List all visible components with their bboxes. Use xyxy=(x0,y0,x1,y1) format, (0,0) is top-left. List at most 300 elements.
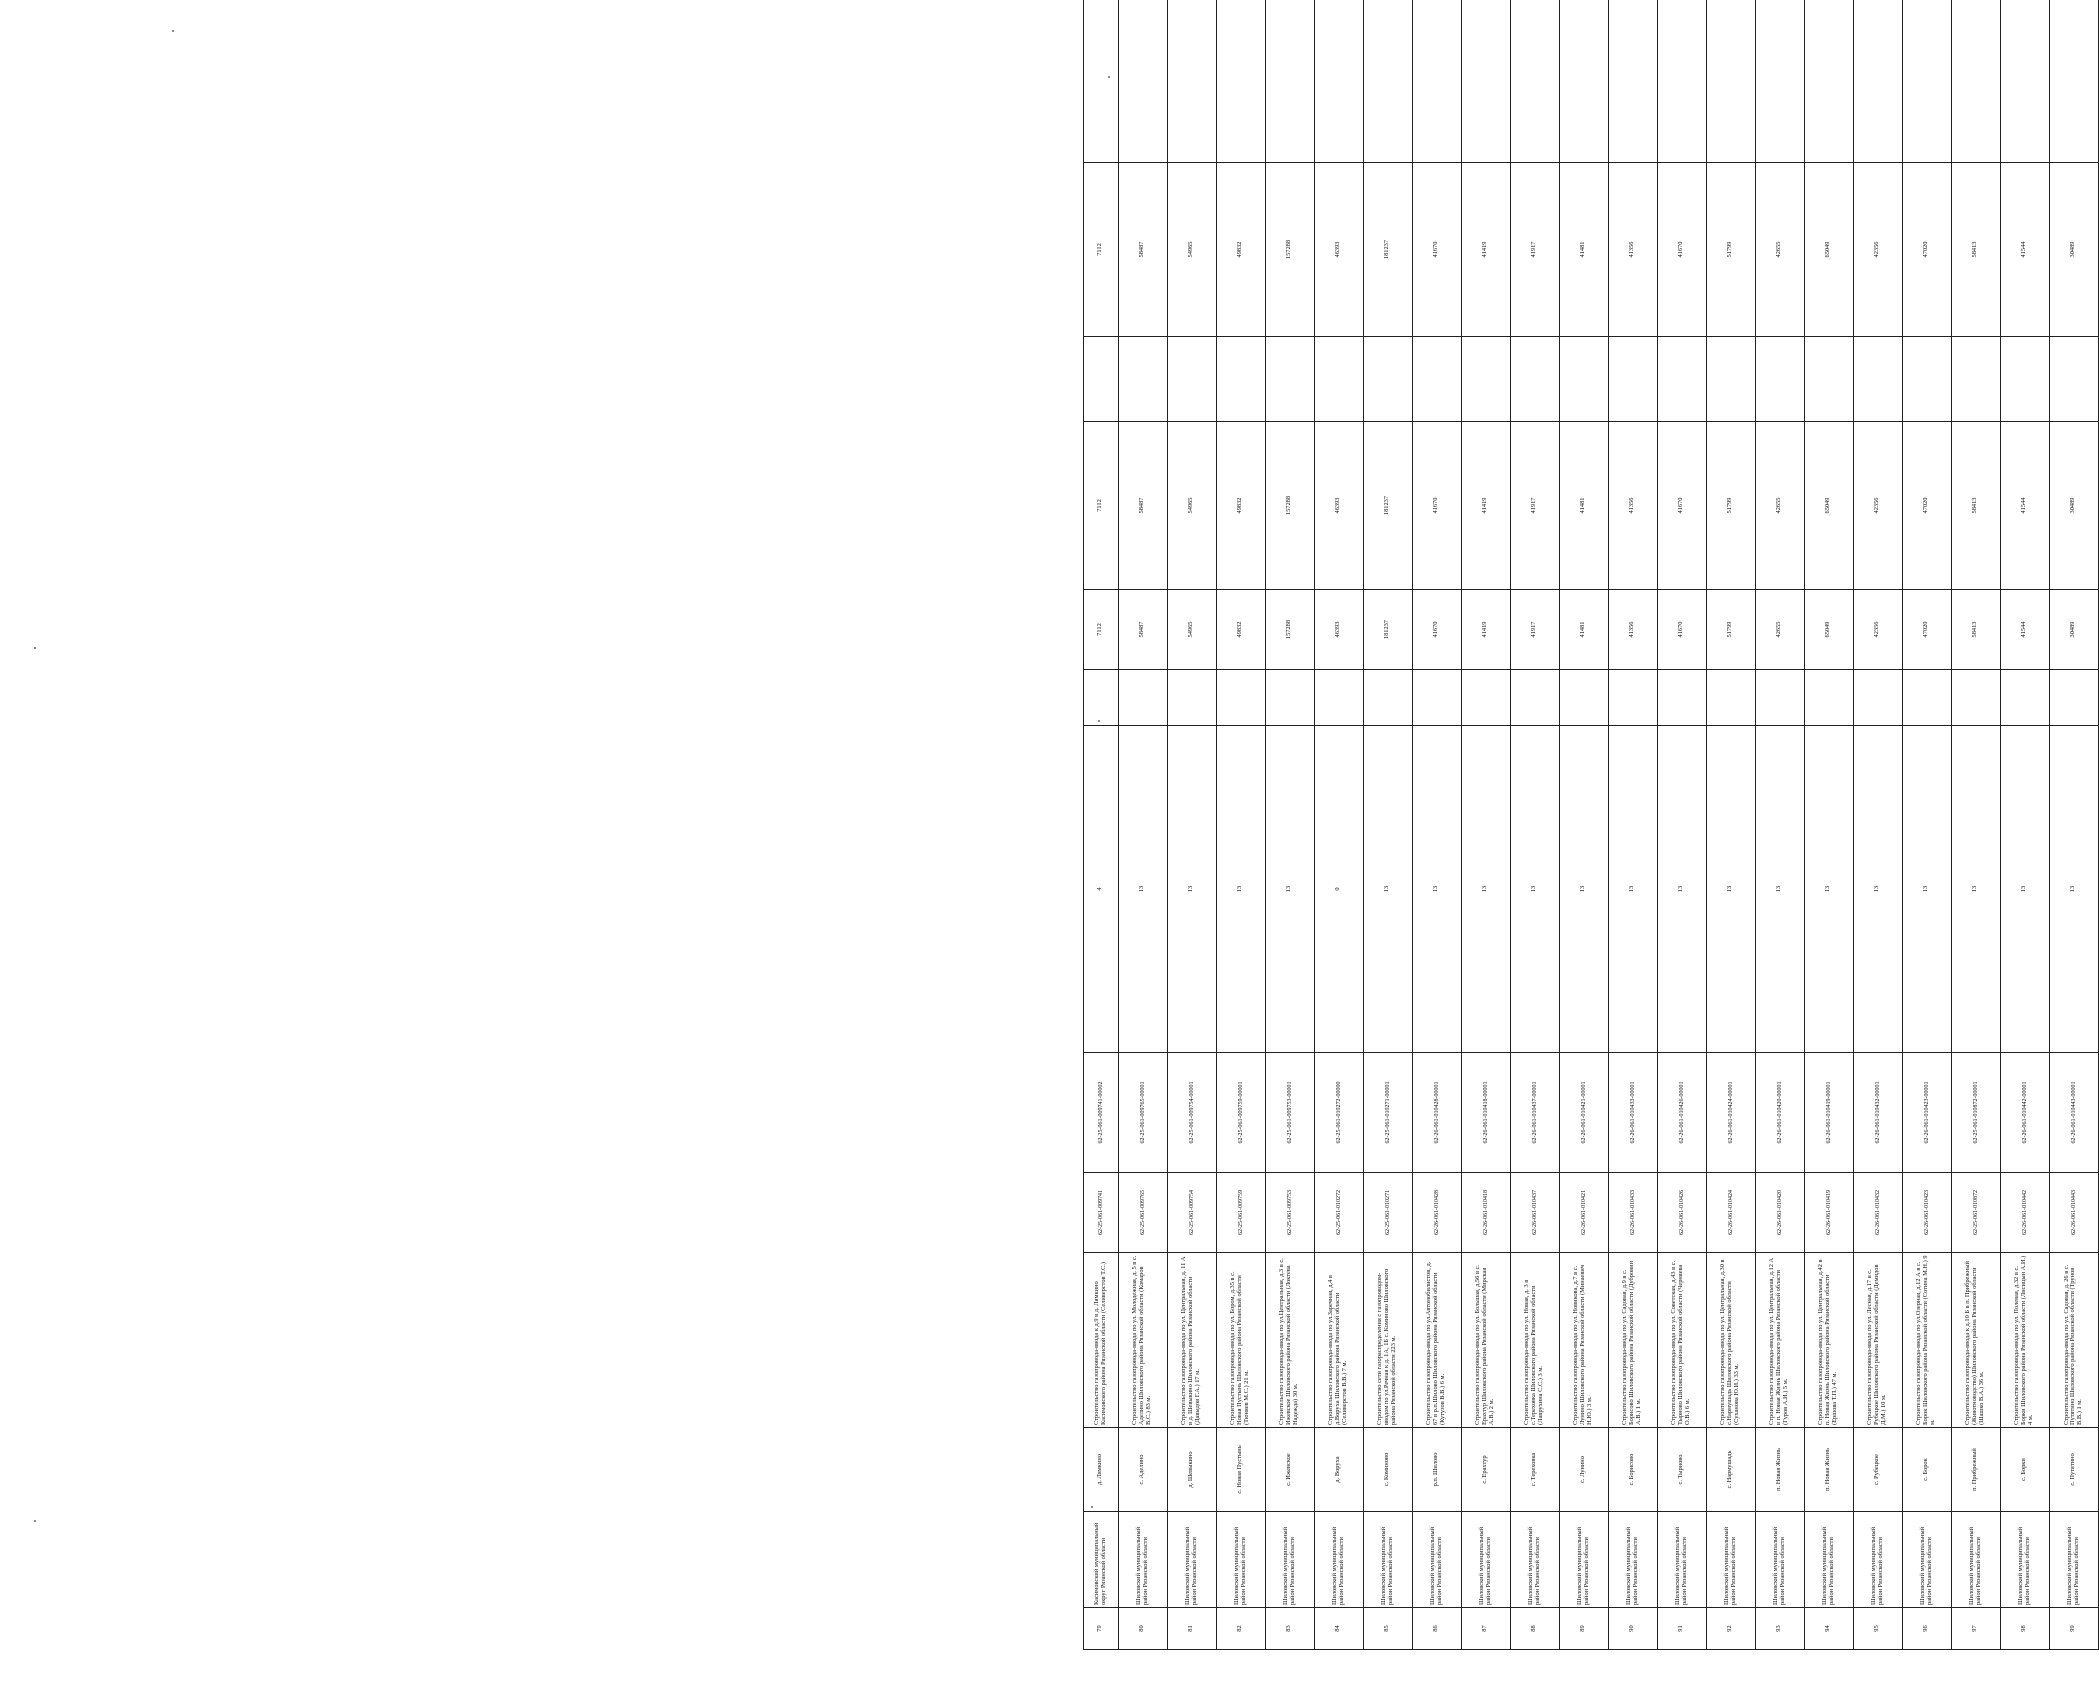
value-2-cell: 41419 xyxy=(1461,422,1510,590)
empty-cell xyxy=(1314,670,1363,726)
empty-cell xyxy=(1167,337,1216,422)
value-1-cell: 181237 xyxy=(1363,590,1412,670)
value-1-cell: 157288 xyxy=(1265,590,1314,670)
value-1-cell: 42655 xyxy=(1755,590,1804,670)
value-3-cell: 41481 xyxy=(1559,163,1608,337)
table-row xyxy=(2049,0,2098,1650)
quantity-cell: 13 xyxy=(1216,726,1265,1053)
row-number: 87 xyxy=(1461,1608,1510,1650)
quantity-cell: 13 xyxy=(1118,726,1167,1053)
object-full-code-cell: 62-26-061-010433-00001 xyxy=(1608,1053,1657,1173)
scan-speck xyxy=(34,647,36,649)
value-3-cell: 157288 xyxy=(1265,163,1314,337)
object-full-code-cell: 62-25-061-009759-00001 xyxy=(1216,1053,1265,1173)
object-full-code-cell: 62-25-061-009741-00002 xyxy=(1084,1053,1119,1173)
row-number: 81 xyxy=(1167,1608,1216,1650)
scan-speck xyxy=(1098,720,1100,722)
empty-cell xyxy=(1755,0,1804,163)
empty-cell xyxy=(1084,670,1119,726)
description-cell: Строительство газопровода-ввода к д.9 в д. Лямкино Касимовского района Рязанской области (Селиверстов Т.С.) xyxy=(1084,1253,1119,1428)
row-number: 93 xyxy=(1755,1608,1804,1650)
value-2-cell: 157288 xyxy=(1265,422,1314,590)
locality-cell: с. Тереховка xyxy=(1510,1428,1559,1512)
value-3-cell: 46393 xyxy=(1314,163,1363,337)
empty-cell xyxy=(1951,337,2000,422)
object-full-code-cell: 62-25-061-009754-00001 xyxy=(1167,1053,1216,1173)
locality-cell: с. Ерахтур xyxy=(1461,1428,1510,1512)
value-3-cell: 47020 xyxy=(1902,163,1951,337)
value-1-cell: 7112 xyxy=(1084,590,1119,670)
empty-cell xyxy=(1902,670,1951,726)
description-cell: Строительство газопровода-ввода к д.10 Б в п. Прибрежный (Животноводство) Шиловского района Рязанской области (Шашко В.А.) 36 м. xyxy=(1951,1253,2000,1428)
quantity-cell: 13 xyxy=(1804,726,1853,1053)
empty-cell xyxy=(2000,670,2049,726)
district-cell: Шиловский муниципальный район Рязанской области xyxy=(1118,1512,1167,1608)
empty-cell xyxy=(1510,0,1559,163)
locality-cell: с. Нармушадь xyxy=(1706,1428,1755,1512)
empty-cell xyxy=(1461,337,1510,422)
table-row xyxy=(1510,0,1559,1650)
table-row xyxy=(1412,0,1461,1650)
quantity-cell: 13 xyxy=(1510,726,1559,1053)
district-cell: Шиловский муниципальный район Рязанской области xyxy=(1902,1512,1951,1608)
district-cell: Шиловский муниципальный район Рязанской области xyxy=(1167,1512,1216,1608)
object-full-code-cell: 62-25-061-010872-00001 xyxy=(1951,1053,2000,1173)
value-1-cell: 41670 xyxy=(1412,590,1461,670)
empty-cell xyxy=(1084,337,1119,422)
empty-cell xyxy=(1657,670,1706,726)
value-1-cell: 41419 xyxy=(1461,590,1510,670)
value-2-cell: 58413 xyxy=(1951,422,2000,590)
empty-cell xyxy=(1363,0,1412,163)
object-code-cell: 62-26-061-010433 xyxy=(1608,1173,1657,1253)
table-row xyxy=(1804,0,1853,1650)
value-3-cell: 42655 xyxy=(1755,163,1804,337)
table-row xyxy=(1608,0,1657,1650)
object-full-code-cell: 62-26-061-010424-00001 xyxy=(1706,1053,1755,1173)
value-3-cell: 41670 xyxy=(1657,163,1706,337)
value-2-cell: 54965 xyxy=(1167,422,1216,590)
value-2-cell: 181237 xyxy=(1363,422,1412,590)
row-number: 98 xyxy=(2000,1608,2049,1650)
empty-cell xyxy=(1461,0,1510,163)
quantity-cell: 13 xyxy=(1902,726,1951,1053)
value-1-cell: 41481 xyxy=(1559,590,1608,670)
value-2-cell: 41670 xyxy=(1412,422,1461,590)
value-1-cell: 47020 xyxy=(1902,590,1951,670)
district-cell: Шиловский муниципальный район Рязанской области xyxy=(2000,1512,2049,1608)
row-number: 80 xyxy=(1118,1608,1167,1650)
object-full-code-cell: 62-26-061-010418-00001 xyxy=(1461,1053,1510,1173)
district-cell: Шиловский муниципальный район Рязанской области xyxy=(1951,1512,2000,1608)
description-cell: Строительство газопровода-ввода по ул.Автомобилистов, д. 67 в р.п.Шилово Шиловского района Рязанской области (Кутузов В.В.) 6 м. xyxy=(1412,1253,1461,1428)
value-2-cell: 42356 xyxy=(1853,422,1902,590)
value-3-cell: 30489 xyxy=(2049,163,2098,337)
locality-cell: д. Лямкино xyxy=(1084,1428,1119,1512)
object-code-cell: 62-25-061-009754 xyxy=(1167,1173,1216,1253)
value-3-cell: 41356 xyxy=(1608,163,1657,337)
table-row xyxy=(1167,0,1216,1650)
district-cell: Шиловский муниципальный район Рязанской области xyxy=(1608,1512,1657,1608)
table-row xyxy=(1559,0,1608,1650)
empty-cell xyxy=(1755,337,1804,422)
table-row xyxy=(1084,0,1119,1650)
value-1-cell: 51799 xyxy=(1706,590,1755,670)
locality-cell: д. Воруха xyxy=(1314,1428,1363,1512)
row-number: 95 xyxy=(1853,1608,1902,1650)
value-1-cell: 30489 xyxy=(2049,590,2098,670)
empty-cell xyxy=(1853,670,1902,726)
locality-cell: с. Борок xyxy=(1902,1428,1951,1512)
value-2-cell: 49832 xyxy=(1216,422,1265,590)
value-3-cell: 7112 xyxy=(1084,163,1119,337)
value-3-cell: 58487 xyxy=(1118,163,1167,337)
value-2-cell: 41670 xyxy=(1657,422,1706,590)
district-cell: Шиловский муниципальный район Рязанской области xyxy=(1755,1512,1804,1608)
row-number: 92 xyxy=(1706,1608,1755,1650)
row-number: 91 xyxy=(1657,1608,1706,1650)
object-code-cell: 62-25-061-009759 xyxy=(1216,1173,1265,1253)
quantity-cell: 13 xyxy=(1265,726,1314,1053)
description-cell: Строительство газопровода-ввода по ул. Центральная, д. 11 А в д. Шевыкино Шиловского района Рязанской области (Давыдов Г.А.) 17 м. xyxy=(1167,1253,1216,1428)
scan-speck xyxy=(34,1520,36,1522)
object-full-code-cell: 62-26-061-010428-00001 xyxy=(1412,1053,1461,1173)
district-cell: Шиловский муниципальный район Рязанской области xyxy=(1461,1512,1510,1608)
object-full-code-cell: 62-25-061-010271-00001 xyxy=(1363,1053,1412,1173)
object-code-cell: 62-26-061-010421 xyxy=(1559,1173,1608,1253)
object-full-code-cell: 62-26-061-010419-00001 xyxy=(1804,1053,1853,1173)
locality-cell: с. Путятино xyxy=(2049,1428,2098,1512)
value-2-cell: 41917 xyxy=(1510,422,1559,590)
object-code-cell: 62-26-061-010423 xyxy=(1902,1173,1951,1253)
table-row xyxy=(1118,0,1167,1650)
value-1-cell: 58487 xyxy=(1118,590,1167,670)
object-code-cell: 62-26-061-010432 xyxy=(1853,1173,1902,1253)
empty-cell xyxy=(2000,337,2049,422)
quantity-cell: 4 xyxy=(1084,726,1119,1053)
scan-speck xyxy=(1108,76,1110,78)
empty-cell xyxy=(1510,337,1559,422)
value-3-cell: 41544 xyxy=(2000,163,2049,337)
empty-cell xyxy=(1804,337,1853,422)
quantity-cell: 13 xyxy=(1412,726,1461,1053)
row-number: 84 xyxy=(1314,1608,1363,1650)
locality-cell: с. Лунино xyxy=(1559,1428,1608,1512)
empty-cell xyxy=(1118,0,1167,163)
row-number: 88 xyxy=(1510,1608,1559,1650)
quantity-cell: 13 xyxy=(1559,726,1608,1053)
empty-cell xyxy=(1559,337,1608,422)
value-3-cell: 42356 xyxy=(1853,163,1902,337)
description-cell: Строительство газопровода-ввода по ул. Центральная, д.42 в п. Новая Жизнь Шиловского района Рязанской области (Ершова Т.П.) 47 м. xyxy=(1804,1253,1853,1428)
table-row xyxy=(1314,0,1363,1650)
object-code-cell: 62-26-061-010443 xyxy=(2049,1173,2098,1253)
value-2-cell: 41544 xyxy=(2000,422,2049,590)
row-number: 97 xyxy=(1951,1608,2000,1650)
district-cell: Шиловский муниципальный район Рязанской области xyxy=(1804,1512,1853,1608)
empty-cell xyxy=(1216,670,1265,726)
description-cell: Строительство газопровода-ввода по ул. Центральная, д.12 А в п. Новая Жизнь Шиловского района Рязанской области (Гуров А.И.) 5 м. xyxy=(1755,1253,1804,1428)
empty-cell xyxy=(1706,670,1755,726)
row-number: 89 xyxy=(1559,1608,1608,1650)
table-row xyxy=(2000,0,2049,1650)
empty-cell xyxy=(1853,337,1902,422)
district-cell: Шиловский муниципальный район Рязанской области xyxy=(1216,1512,1265,1608)
value-2-cell: 51799 xyxy=(1706,422,1755,590)
empty-cell xyxy=(1412,0,1461,163)
empty-cell xyxy=(1608,670,1657,726)
scan-speck xyxy=(172,30,174,32)
empty-cell xyxy=(1265,670,1314,726)
empty-cell xyxy=(1084,0,1119,163)
object-full-code-cell: 62-25-061-009753-00001 xyxy=(1265,1053,1314,1173)
object-full-code-cell: 62-26-061-010423-00001 xyxy=(1902,1053,1951,1173)
description-cell: Строительство газопровода-ввода по ул.Заречная, д.4 в д.Воруха Шиловского района Рязанской области (Селиверстов В.В.) 7 м. xyxy=(1314,1253,1363,1428)
description-cell: Строительство газопровода-ввода по ул. Центральная, д.30 в с.Нармушадь Шиловского района Рязанской области (Суханова Ю.И.) 33 м. xyxy=(1706,1253,1755,1428)
empty-cell xyxy=(1118,337,1167,422)
empty-cell xyxy=(1265,337,1314,422)
district-cell: Шиловский муниципальный район Рязанской области xyxy=(1853,1512,1902,1608)
table-row xyxy=(1706,0,1755,1650)
object-code-cell: 62-26-061-010424 xyxy=(1706,1173,1755,1253)
object-full-code-cell: 62-26-061-010421-00001 xyxy=(1559,1053,1608,1173)
row-number: 79 xyxy=(1084,1608,1119,1650)
value-2-cell: 47020 xyxy=(1902,422,1951,590)
value-3-cell: 181237 xyxy=(1363,163,1412,337)
object-code-cell: 62-26-061-010426 xyxy=(1657,1173,1706,1253)
empty-cell xyxy=(2049,670,2098,726)
table-row xyxy=(1363,0,1412,1650)
object-full-code-cell: 62-26-061-010420-00001 xyxy=(1755,1053,1804,1173)
row-number: 86 xyxy=(1412,1608,1461,1650)
quantity-cell: 0 xyxy=(1314,726,1363,1053)
empty-cell xyxy=(1657,0,1706,163)
row-number: 82 xyxy=(1216,1608,1265,1650)
object-code-cell: 62-25-061-010272 xyxy=(1314,1173,1363,1253)
empty-cell xyxy=(1902,0,1951,163)
value-1-cell: 54965 xyxy=(1167,590,1216,670)
description-cell: Строительство газопровода-ввода по ул. Полевая, д.32 в с. Борки Шиловского района Рязанской области (Лисицын А.И.) 4 м. xyxy=(2000,1253,2049,1428)
locality-cell: с. Борки xyxy=(2000,1428,2049,1512)
empty-cell xyxy=(2049,0,2098,163)
value-2-cell: 65049 xyxy=(1804,422,1853,590)
district-cell: Шиловский муниципальный район Рязанской области xyxy=(1559,1512,1608,1608)
object-code-cell: 62-26-061-010420 xyxy=(1755,1173,1804,1253)
value-1-cell: 41544 xyxy=(2000,590,2049,670)
value-1-cell: 41670 xyxy=(1657,590,1706,670)
locality-cell: с. Коминово xyxy=(1363,1428,1412,1512)
empty-cell xyxy=(1118,670,1167,726)
locality-cell: д. Шевыкино xyxy=(1167,1428,1216,1512)
value-1-cell: 42356 xyxy=(1853,590,1902,670)
empty-cell xyxy=(2049,337,2098,422)
empty-cell xyxy=(1265,0,1314,163)
value-1-cell: 49832 xyxy=(1216,590,1265,670)
object-full-code-cell: 62-25-061-010272-00000 xyxy=(1314,1053,1363,1173)
value-1-cell: 41356 xyxy=(1608,590,1657,670)
quantity-cell: 13 xyxy=(2000,726,2049,1053)
object-full-code-cell: 62-25-061-009765-00001 xyxy=(1118,1053,1167,1173)
empty-cell xyxy=(1559,0,1608,163)
empty-cell xyxy=(1706,337,1755,422)
value-3-cell: 54965 xyxy=(1167,163,1216,337)
object-full-code-cell: 62-26-061-010443-00001 xyxy=(2049,1053,2098,1173)
description-cell: Строительство сети газораспределения с газопроводом-вводом по ул.Речная к д. 1А, 1Б с. Коминово Шиловского района Рязанской области 223 м. xyxy=(1363,1253,1412,1428)
description-cell: Строительство газопровода-ввода по ул.Озерная, д.12 А в с. Борок Шиловского района Рязанской области (Сотина М.Н.) 9 м. xyxy=(1902,1253,1951,1428)
quantity-cell: 13 xyxy=(1167,726,1216,1053)
quantity-cell: 13 xyxy=(2049,726,2098,1053)
table-row xyxy=(1265,0,1314,1650)
description-cell: Строительство газопровода-ввода по ул. Молодежная, д. 5 в с. Аделино Шиловского района Рязанской области (Комаров В.С.) 83 м. xyxy=(1118,1253,1167,1428)
locality-cell: с. Тырново xyxy=(1657,1428,1706,1512)
quantity-cell: 13 xyxy=(1363,726,1412,1053)
empty-cell xyxy=(1363,337,1412,422)
description-cell: Строительство газопровода-ввода по ул. Новая, д. 3 в с.Тереховка Шиловского района Рязанской области (Лаврухина С.С.) 3 м. xyxy=(1510,1253,1559,1428)
object-code-cell: 62-25-061-010271 xyxy=(1363,1173,1412,1253)
scan-speck xyxy=(1091,1506,1093,1508)
empty-cell xyxy=(1363,670,1412,726)
empty-cell xyxy=(1951,670,2000,726)
district-cell: Шиловский муниципальный район Рязанской области xyxy=(1314,1512,1363,1608)
description-cell: Строительство газопровода-ввода по ул. Садовая, д.9 в с. Борисово Шиловского района Рязанской области (Дубровин А.В.) 1 м. xyxy=(1608,1253,1657,1428)
empty-cell xyxy=(1951,0,2000,163)
table-row xyxy=(1902,0,1951,1650)
description-cell: Строительство газопровода-ввода по ул. Советская, д.43 в с. Тырново Шиловского района Рязанской области (Черняева О.В.) 6 м. xyxy=(1657,1253,1706,1428)
object-code-cell: 62-25-061-009753 xyxy=(1265,1173,1314,1253)
empty-cell xyxy=(1167,0,1216,163)
value-3-cell: 65049 xyxy=(1804,163,1853,337)
row-number: 83 xyxy=(1265,1608,1314,1650)
object-code-cell: 62-25-061-009765 xyxy=(1118,1173,1167,1253)
district-cell: Касимовский муниципальный округ Рязанской области xyxy=(1084,1512,1119,1608)
value-3-cell: 58413 xyxy=(1951,163,2000,337)
locality-cell: с. Ижевское xyxy=(1265,1428,1314,1512)
district-cell: Шиловский муниципальный район Рязанской области xyxy=(1657,1512,1706,1608)
empty-cell xyxy=(1510,670,1559,726)
empty-cell xyxy=(2000,0,2049,163)
quantity-cell: 13 xyxy=(1608,726,1657,1053)
locality-cell: с. Борисово xyxy=(1608,1428,1657,1512)
empty-cell xyxy=(1657,337,1706,422)
locality-cell: с. Аделино xyxy=(1118,1428,1167,1512)
object-full-code-cell: 62-26-061-010426-00001 xyxy=(1657,1053,1706,1173)
value-3-cell: 49832 xyxy=(1216,163,1265,337)
locality-cell: с. Новая Пустынь xyxy=(1216,1428,1265,1512)
empty-cell xyxy=(1853,0,1902,163)
value-2-cell: 46393 xyxy=(1314,422,1363,590)
empty-cell xyxy=(1216,0,1265,163)
object-code-cell: 62-26-061-010428 xyxy=(1412,1173,1461,1253)
rotated-table-sheet xyxy=(1083,0,2099,1650)
quantity-cell: 13 xyxy=(1951,726,2000,1053)
table-row xyxy=(1216,0,1265,1650)
district-cell: Шиловский муниципальный район Рязанской области xyxy=(1412,1512,1461,1608)
object-code-cell: 62-26-061-010442 xyxy=(2000,1173,2049,1253)
empty-cell xyxy=(1608,0,1657,163)
empty-cell xyxy=(1314,0,1363,163)
value-1-cell: 46393 xyxy=(1314,590,1363,670)
quantity-cell: 13 xyxy=(1657,726,1706,1053)
row-number: 96 xyxy=(1902,1608,1951,1650)
value-1-cell: 65049 xyxy=(1804,590,1853,670)
empty-cell xyxy=(1804,670,1853,726)
value-2-cell: 42655 xyxy=(1755,422,1804,590)
empty-cell xyxy=(1461,670,1510,726)
object-code-cell: 62-25-061-010872 xyxy=(1951,1173,2000,1253)
object-code-cell: 62-26-061-010418 xyxy=(1461,1173,1510,1253)
empty-cell xyxy=(1314,337,1363,422)
description-cell: Строительство газопровода-ввода по ул. Бором, д.35 в с. Новая Пустынь Шиловского района Рязанской области (Тюняев М.С.) 21 м. xyxy=(1216,1253,1265,1428)
table-row xyxy=(1853,0,1902,1650)
empty-cell xyxy=(1559,670,1608,726)
district-cell: Шиловский муниципальный район Рязанской области xyxy=(1363,1512,1412,1608)
gas-pipeline-table xyxy=(1083,0,2099,1650)
object-code-cell: 62-26-061-010419 xyxy=(1804,1173,1853,1253)
value-3-cell: 41419 xyxy=(1461,163,1510,337)
empty-cell xyxy=(1804,0,1853,163)
district-cell: Шиловский муниципальный район Рязанской области xyxy=(1706,1512,1755,1608)
object-full-code-cell: 62-26-061-010442-00001 xyxy=(2000,1053,2049,1173)
value-2-cell: 7112 xyxy=(1084,422,1119,590)
description-cell: Строительство газопровода-ввода по ул. Большая, д.56 в с. Ерахтур Шиловского района Рязанской области (Мирская А.В.) 2 м. xyxy=(1461,1253,1510,1428)
empty-cell xyxy=(1412,337,1461,422)
value-2-cell: 41481 xyxy=(1559,422,1608,590)
locality-cell: п. Новая Жизнь xyxy=(1804,1428,1853,1512)
table-row xyxy=(1951,0,2000,1650)
description-cell: Строительство газопровода-ввода по ул. Садовая, д. 26 в с. Путятино Шиловского района Рязанской области (Трунов В.В.) 1 м. xyxy=(2049,1253,2098,1428)
empty-cell xyxy=(1167,670,1216,726)
locality-cell: п. Прибрежный xyxy=(1951,1428,2000,1512)
object-code-cell: 62-25-061-009741 xyxy=(1084,1173,1119,1253)
object-full-code-cell: 62-26-061-010432-00001 xyxy=(1853,1053,1902,1173)
district-cell: Шиловский муниципальный район Рязанской области xyxy=(2049,1512,2098,1608)
locality-cell: р.п. Шилово xyxy=(1412,1428,1461,1512)
description-cell: Строительство газопровода-ввода по ул. Лесная, д.17 в с. Рубецкое Шиловского района Рязанской области (Демидов Д.М.) 10 м. xyxy=(1853,1253,1902,1428)
row-number: 85 xyxy=(1363,1608,1412,1650)
quantity-cell: 13 xyxy=(1461,726,1510,1053)
empty-cell xyxy=(1902,337,1951,422)
empty-cell xyxy=(1412,670,1461,726)
quantity-cell: 13 xyxy=(1755,726,1804,1053)
empty-cell xyxy=(1755,670,1804,726)
quantity-cell: 13 xyxy=(1706,726,1755,1053)
description-cell: Строительство газопровода-ввода по ул.Центральная, д.3 в с. Ижевское Шиловского района Рязанской области (Локтева Надежда) 30 м. xyxy=(1265,1253,1314,1428)
object-full-code-cell: 62-26-061-010437-00001 xyxy=(1510,1053,1559,1173)
row-number: 94 xyxy=(1804,1608,1853,1650)
row-number: 90 xyxy=(1608,1608,1657,1650)
empty-cell xyxy=(1608,337,1657,422)
value-3-cell: 41670 xyxy=(1412,163,1461,337)
row-number: 99 xyxy=(2049,1608,2098,1650)
empty-cell xyxy=(1706,0,1755,163)
value-3-cell: 41917 xyxy=(1510,163,1559,337)
description-cell: Строительство газопровода-ввода по ул. Новикова, д.7 в с. Лунино Шиловского района Рязанской области (Минаевич Н.Ю.) 3 м. xyxy=(1559,1253,1608,1428)
quantity-cell: 13 xyxy=(1853,726,1902,1053)
table-row xyxy=(1755,0,1804,1650)
value-3-cell: 51799 xyxy=(1706,163,1755,337)
district-cell: Шиловский муниципальный район Рязанской области xyxy=(1265,1512,1314,1608)
value-2-cell: 30489 xyxy=(2049,422,2098,590)
object-code-cell: 62-26-061-010437 xyxy=(1510,1173,1559,1253)
district-cell: Шиловский муниципальный район Рязанской области xyxy=(1510,1512,1559,1608)
value-1-cell: 58413 xyxy=(1951,590,2000,670)
table-row xyxy=(1461,0,1510,1650)
empty-cell xyxy=(1216,337,1265,422)
locality-cell: с. Рубецкое xyxy=(1853,1428,1902,1512)
value-1-cell: 41917 xyxy=(1510,590,1559,670)
table-row xyxy=(1657,0,1706,1650)
locality-cell: п. Новая Жизнь xyxy=(1755,1428,1804,1512)
